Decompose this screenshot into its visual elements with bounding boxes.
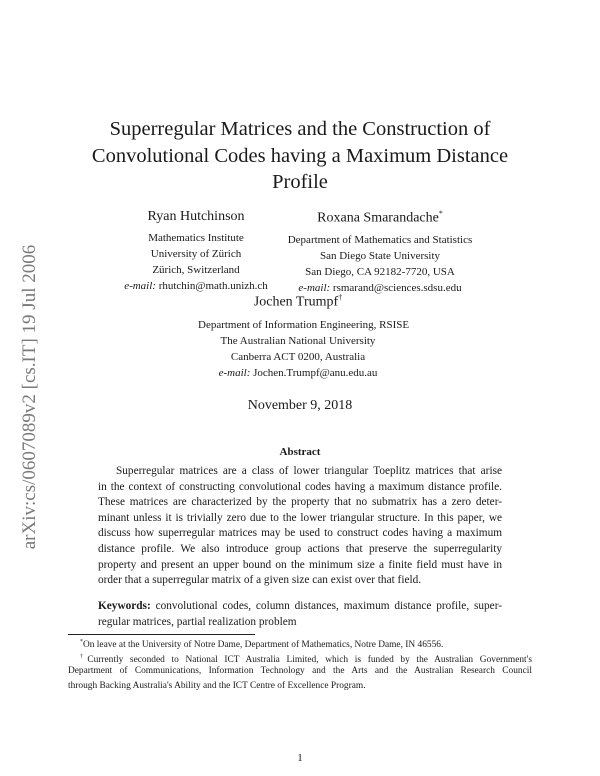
abstract-line: Superregular matrices are a class of lower triangular Toeplitz matrices that arise [116, 465, 502, 477]
abstract-line: order that a superregular matrix of a given size can exist over that field. [98, 574, 422, 587]
arxiv-stamp: arXiv:cs/0607089v2 [cs.IT] 19 Jul 2006 [19, 244, 40, 550]
abstract-line: discuss how superregular matrices may be used to construct codes having a maximum [98, 527, 502, 540]
abstract-line: in the context of constructing convolutional codes having a maximum distance profile. [98, 480, 502, 493]
abstract-line: These matrices are characterized by the property that no submatrix has a zero deter- [98, 496, 502, 509]
title-line: Superregular Matrices and the Construction of [109, 118, 491, 140]
affiliation-line: The Australian National University [220, 334, 376, 347]
author-name: Jochen Trumpf [253, 294, 339, 310]
affiliation-line: Zürich, Switzerland [152, 264, 240, 276]
paper-title [0, 116, 600, 196]
footnote-line: Department of Communications, Information Technology and the Arts and the Australian Research Council [68, 666, 532, 677]
affiliation-line: Department of Mathematics and Statistics [287, 233, 473, 246]
affiliation-line: University of Zürich [150, 248, 242, 260]
author-email: rhutchin@math.unizh.ch [158, 280, 268, 292]
abstract-line: property and present an upper bound on the minimum size a finite field must have in [98, 558, 502, 571]
footnote-mark: * [80, 639, 83, 645]
footnote-line: On leave at the University of Notre Dame, Department of Mathematics, Notre Dame, IN 46556. [83, 640, 444, 651]
author-block [96, 209, 296, 294]
affiliation-line: Department of Information Engineering, RSISE [198, 318, 410, 331]
footnote-mark: † [80, 653, 88, 660]
author-name: Ryan Hutchinson [147, 209, 245, 224]
title-line: Convolutional Codes having a Maximum Distance [91, 144, 509, 167]
footnote-mark: * [438, 209, 443, 218]
email-label: e-mail: [218, 366, 251, 379]
affiliation-line: Mathematics Institute [148, 232, 244, 244]
email-label: e-mail: [298, 281, 331, 294]
keywords-label: Keywords: [98, 600, 151, 612]
abstract-heading: Abstract [279, 446, 321, 458]
author-block [198, 293, 410, 381]
paper-date: November 9, 2018 [247, 398, 353, 413]
author-email: rsmarand@sciences.sdsu.edu [332, 281, 462, 294]
abstract-line: distance profile. We also introduce group actions that preserve the superregularity [98, 543, 502, 555]
page-number: 1 [297, 752, 303, 764]
keywords-line: regular matrices, partial realization problem [98, 615, 297, 628]
author-email: Jochen.Trumpf@anu.edu.au [253, 366, 378, 379]
abstract-line: minant unless it is trivially zero due to the lower triangular structure. In this paper, we [98, 511, 502, 524]
footnote-line: through Backing Australia's Ability and the ICT Centre of Excellence Program. [68, 680, 366, 691]
keywords-text: convolutional codes, column distances, maximum distance profile, super- [155, 600, 502, 612]
email-label: e-mail: [124, 280, 156, 292]
affiliation-line: San Diego State University [319, 249, 441, 262]
footnote-mark: † [338, 293, 343, 302]
affiliation-line: San Diego, CA 92182-7720, USA [305, 265, 455, 278]
title-line: Profile [272, 171, 328, 193]
author-name: Roxana Smarandache [317, 210, 439, 226]
keywords-line [98, 599, 502, 615]
affiliation-line: Canberra ACT 0200, Australia [230, 350, 366, 363]
footnote-line: Currently seconded to National ICT Australia Limited, which is funded by the Australian Government's [87, 654, 532, 665]
author-block [280, 209, 480, 296]
